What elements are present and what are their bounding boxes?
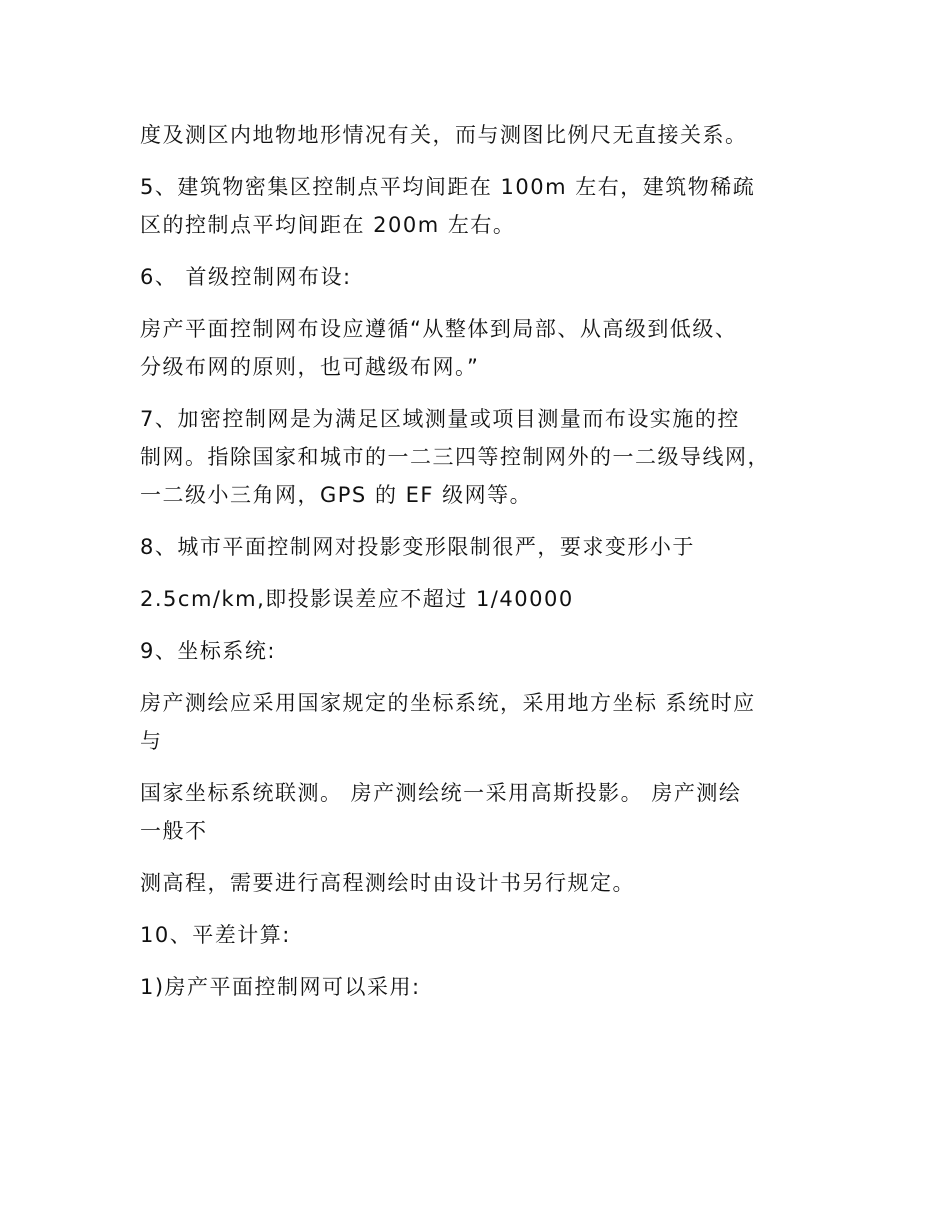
paragraph [140, 168, 830, 244]
text-line: 7、加密控制网是为满足区域测量或项目测量而布设实施的控 [140, 407, 740, 431]
paragraph [140, 116, 830, 154]
paragraph [140, 310, 830, 386]
text-line: 9、坐标系统: [140, 639, 276, 663]
text-line: 房产平面控制网布设应遵循“从整体到局部、从高级到低级、 [140, 317, 738, 341]
paragraph [140, 258, 830, 296]
paragraph [140, 774, 830, 850]
text-line: 5、建筑物密集区控制点平均间距在 100m 左右，建筑物稀疏 [140, 175, 756, 199]
text-line: 8、城市平面控制网对投影变形限制很严，要求变形小于 [140, 535, 695, 559]
paragraph [140, 580, 830, 618]
text-line: 测高程，需要进行高程测绘时由设计书另行规定。 [140, 871, 635, 895]
text-line: 度及测区内地物地形情况有关，而与测图比例尺无直接关系。 [140, 123, 748, 147]
paragraph [140, 916, 830, 954]
paragraph [140, 864, 830, 902]
paragraph [140, 632, 830, 670]
text-line: 区的控制点平均间距在 200m 左右。 [140, 213, 516, 237]
paragraph [140, 968, 830, 1006]
text-line: 10、平差计算: [140, 923, 291, 947]
text-line: 一般不 [140, 819, 208, 843]
text-line: 分级布网的原则，也可越级布网。” [140, 355, 480, 379]
text-line: 国家坐标系统联测。 房产测绘统一采用高斯投影。 房产测绘 [140, 781, 742, 805]
text-line: 1)房产平面控制网可以采用: [140, 975, 421, 999]
paragraph [140, 528, 830, 566]
text-line: 与 [140, 729, 163, 753]
paragraph [140, 684, 830, 760]
text-line: 6、 首级控制网布设: [140, 265, 352, 289]
text-line: 一二级小三角网，GPS 的 EF 级网等。 [140, 483, 533, 507]
text-line: 2.5cm/km,即投影误差应不超过 1/40000 [140, 587, 574, 611]
paragraph [140, 400, 830, 514]
text-line: 制网。指除国家和城市的一二三四等控制网外的一二级导线网， [140, 445, 770, 469]
text-line: 房产测绘应采用国家规定的坐标系统，采用地方坐标 系统时应 [140, 691, 756, 715]
